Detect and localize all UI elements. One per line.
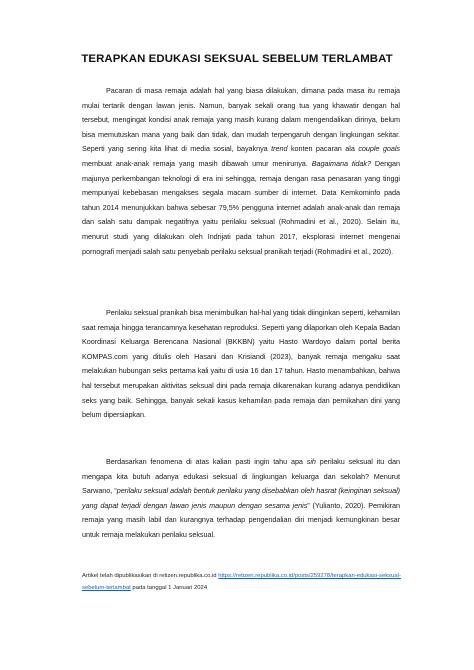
paragraph-3-italic-sih: sih [306,457,316,466]
paragraph-2-text: Perilaku seksual pranikah bisa menimbulkan hal-hal yang tidak diinginkan seperti, kehamilan saat remaja hingga terancamnya kesehatan reproduksi. Seperti yang dilaporkan oleh Kepala Badan Koordinasi Keluarga Berencana Nasional (BKKBN) yaitu Hasto Wardoyo dalam portal berita KOMPAS.com yang ditulis oleh Hasani dan Krisiandi (2023), banyak remaja mengaku saat melakukan hubungan seks pertama kali yaitu di usia 16 dan 17 tahun. Hasto menambahkan, bahwa hal tersebut merupakan aktivitas seksual dini pada remaja dikarenakan kurang adanya pendidikan seks yang baik. Sehingga, banyak sekali kasus kehamilan pada remaja dan pernikahan dini yang belum dipersiapkan. [82,308,400,420]
footnote [82,570,422,594]
document-title: TERAPKAN EDUKASI SEKSUAL SEBELUM TERLAMBAT [81,53,393,65]
paragraph-3-text: Berdasarkan fenomena di atas kalian pasti ingin tahu apa [106,457,307,466]
paragraph-1 [82,84,400,259]
footnote-prefix: Artikel telah dipublikasikan di retizen.republika.co.id [82,573,219,579]
paragraph-1-text: Dengan majunya perkembangan teknologi di era ini sehingga, remaja dengan rasa penasaran yang tinggi mempunyai kebebasan mengakses segala macam sumber di internet. Data Kemkominfo pada tahun 2014 menunjukkan bahwa sebesar 79,5% pengguna internet adalah anak-anak dan remaja dan salah satu dampak negatifnya yaitu perilaku seksual (Rohmadini et al., 2020). Selain itu, menurut studi yang dilakukan oleh Indrijati pada tahun 2017, eksplorasi internet mengenai pornografi menjadi salah satu penyebab perilaku seksual pranikah terjadi (Rohmadini et al., 2020). [82,158,401,256]
footnote-link[interactable]: https://retizen.republika.co.id/posts/259278/terapkan-edukasi-seksual-sebelum-terlambat [82,573,401,591]
paragraph-2 [82,306,400,423]
paragraph-3-text: perilaku seksual itu dan mengapa kita butuh adanya edukasi seksual di lingkungan keluarga dan sekolah? Menurut Sarwano, “ [82,457,400,496]
paragraph-1-italic-couple-goals: couple goals [358,144,400,154]
footnote-suffix: pada tanggal 1 Januari 2024 [130,585,208,591]
paragraph-1-italic-question: Bagaimana tidak? [311,158,371,168]
paragraph-1-text: konten pacaran ala [287,144,359,154]
paragraph-3-text: ” (Yulianto, 2020). Pemikiran remaja yang masih labil dan kurangnya terhadap pengendalian diri menjadi kemungkinan besar untuk remaja melakukan perilaku seksual. [82,500,400,539]
paragraph-1-text: membuat anak-anak remaja yang masih dibawah umur menirunya. [82,158,312,168]
paragraph-3-italic-quote: perilaku seksual adalah bentuk perilaku yang disebabkan oleh hasrat (keinginan seksual) yang dapat terjadi dengan lawan jenis maupun dengan sesama jenis [82,486,401,510]
paragraph-1-text: Pacaran di masa remaja adalah hal yang biasa dilakukan, dimana pada masa itu remaja mulai tertarik dengan lawan jenis. Namun, banyak sekali orang tua yang khawatir dengan hal tersebut, mengingat kondisi anak remaja yang masih kurang dalam mengendalikan dirinya, belum bisa memutuskan mana yang baik dan tidak, dan mudah terpengaruh dengan lingkungan sekitar. Seperti yang sering kita lihat di media sosial, bayaknya [82,86,400,154]
paragraph-3 [82,455,400,543]
paragraph-1-italic-trend: trend [271,144,288,154]
